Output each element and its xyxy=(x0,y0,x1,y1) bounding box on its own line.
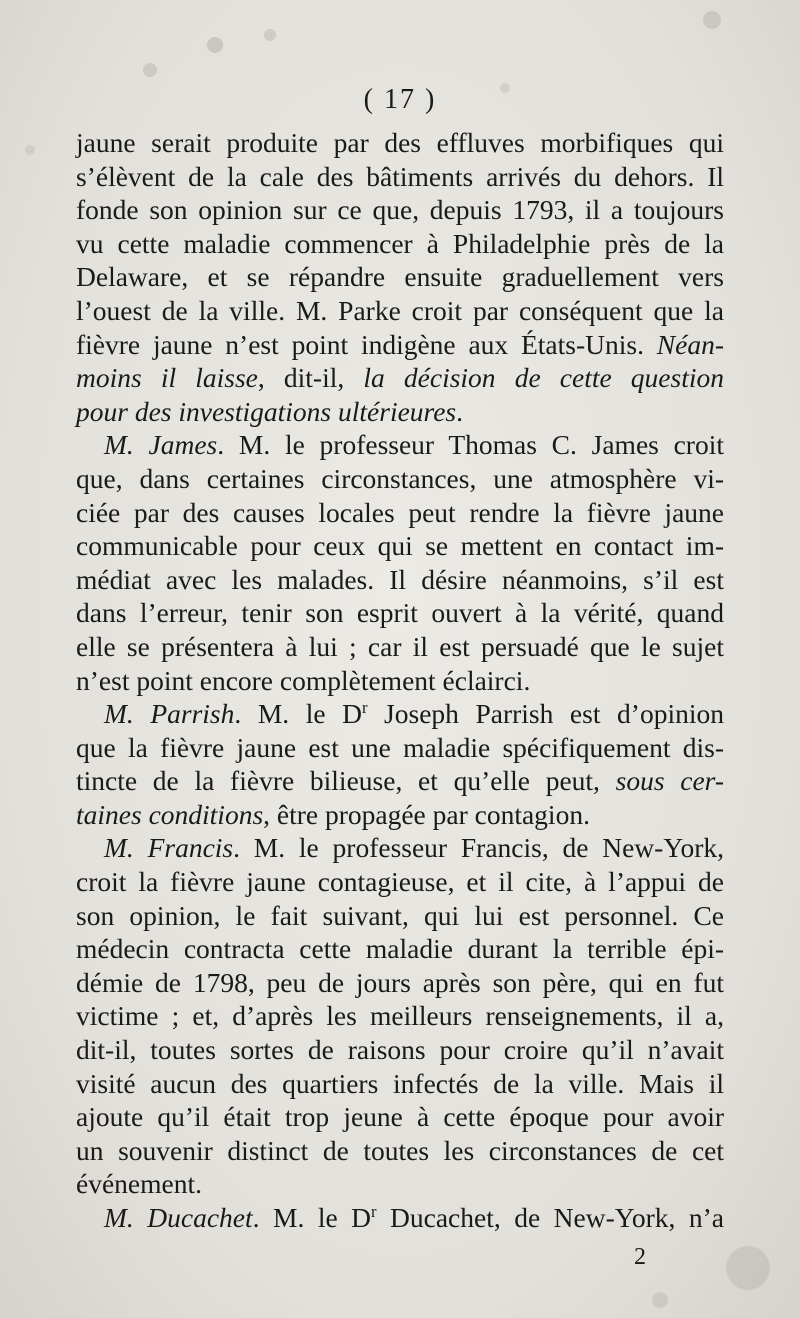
text-line xyxy=(76,1134,724,1168)
text-segment: jaune serait produite par des effluves morbifiques qui xyxy=(76,127,724,158)
text-segment: un souvenir distinct de toutes les circonstances de cet xyxy=(76,1134,724,1166)
text-line xyxy=(76,563,724,597)
italic-text: sous cer- xyxy=(615,765,724,797)
text-segment: médecin contracta cette maladie durant la terrible épi- xyxy=(76,933,724,965)
text-segment: dit-il, toutes sortes de raisons pour croire qu’il n’avait xyxy=(76,1034,724,1066)
text-line xyxy=(76,428,724,462)
text-segment: que la fièvre jaune est une maladie spécifiquement dis- xyxy=(76,731,724,763)
text-segment: . M. le professeur Francis, de New-York, xyxy=(233,832,724,864)
text-line xyxy=(76,731,724,765)
text-line xyxy=(76,529,724,563)
text-segment: victime ; et, d’après les meilleurs renseignements, il a, xyxy=(76,1000,724,1032)
text-line xyxy=(76,496,724,530)
text-segment: fonde son opinion sur ce que, depuis 1793, il a toujours xyxy=(76,194,724,226)
italic-text: taines conditions xyxy=(76,798,264,830)
text-line xyxy=(76,361,724,395)
body-text xyxy=(76,126,724,1235)
text-line xyxy=(76,596,724,630)
text-line xyxy=(76,831,724,865)
text-line xyxy=(76,1033,724,1067)
italic-text: la décision de cette question xyxy=(363,362,724,394)
text-segment: vu cette maladie commencer à Philadelphie près de la xyxy=(76,227,724,259)
text-segment: , être propagée par contagion. xyxy=(263,798,590,830)
text-segment: . xyxy=(456,395,464,427)
text-segment: ciée par des causes locales peut rendre la fièvre jaune xyxy=(76,496,724,528)
text-line xyxy=(76,932,724,966)
text-segment: croit la fièvre jaune contagieuse, et il cite, à l’appui de xyxy=(76,866,724,898)
text-segment: l’ouest de la ville. M. Parke croit par conséquent que la xyxy=(76,294,724,326)
superscript: r xyxy=(361,698,368,718)
text-segment: , dit-il, xyxy=(257,362,364,394)
text-line xyxy=(76,798,724,832)
text-segment: Ducachet, de New-York, n’a xyxy=(376,1202,724,1233)
text-segment: événement. xyxy=(76,1168,202,1200)
text-segment: elle se présentera à lui ; car il est persuadé que le sujet xyxy=(76,630,724,662)
text-line xyxy=(76,395,724,429)
italic-text: M. Francis xyxy=(104,832,234,864)
text-segment: . M. le D xyxy=(252,1202,372,1233)
text-segment: médiat avec les malades. Il désire néanmoins, s’il est xyxy=(76,563,724,595)
text-line xyxy=(76,193,724,227)
italic-text: M. Ducachet xyxy=(104,1202,253,1233)
text-segment: fièvre jaune n’est point indigène aux États-Unis. xyxy=(76,328,657,360)
text-line xyxy=(76,294,724,328)
text-segment: s’élèvent de la cale des bâtiments arrivés du dehors. Il xyxy=(76,160,724,192)
italic-text: M. Parrish xyxy=(104,698,235,730)
text-line xyxy=(76,462,724,496)
text-line xyxy=(76,126,724,160)
text-segment: Joseph Parrish est d’opinion xyxy=(367,698,724,730)
text-line xyxy=(76,865,724,899)
text-segment: communicable pour ceux qui se mettent en contact im- xyxy=(76,530,724,562)
text-segment: dans l’erreur, tenir son esprit ouvert à la vérité, quand xyxy=(76,597,724,629)
text-segment: ajoute qu’il était trop jeune à cette époque pour avoir xyxy=(76,1101,724,1133)
text-segment: . M. le D xyxy=(234,698,362,730)
text-line xyxy=(76,1167,724,1201)
text-line xyxy=(76,630,724,664)
italic-text: Néan- xyxy=(656,328,724,360)
text-segment: que, dans certaines circonstances, une atmosphère vi- xyxy=(76,462,724,494)
text-segment: Delaware, et se répandre ensuite graduellement vers xyxy=(76,261,724,293)
italic-text: M. James xyxy=(104,429,218,461)
text-line xyxy=(76,664,724,698)
text-segment: visité aucun des quartiers infectés de la ville. Mais il xyxy=(76,1067,724,1099)
text-line xyxy=(76,999,724,1033)
superscript: r xyxy=(371,1202,377,1222)
italic-text: pour des investigations ultérieures xyxy=(76,395,457,427)
text-line xyxy=(76,697,724,731)
text-line xyxy=(76,966,724,1000)
italic-text: moins il laisse xyxy=(76,362,258,394)
text-line xyxy=(76,1201,724,1235)
text-segment: . M. le professeur Thomas C. James croit xyxy=(217,429,724,461)
text-line xyxy=(76,1100,724,1134)
text-segment: n’est point encore complètement éclairci. xyxy=(76,664,531,696)
text-line xyxy=(76,160,724,194)
text-segment: son opinion, le fait suivant, qui lui est personnel. Ce xyxy=(76,899,724,931)
text-segment: démie de 1798, peu de jours après son père, qui en fut xyxy=(76,966,724,998)
text-line xyxy=(76,328,724,362)
text-line xyxy=(76,227,724,261)
text-segment: tincte de la fièvre bilieuse, et qu’elle peut, xyxy=(76,765,616,797)
text-line xyxy=(76,260,724,294)
text-line xyxy=(76,899,724,933)
text-line xyxy=(76,1067,724,1101)
page-number: ( 17 ) xyxy=(363,84,437,115)
text-line xyxy=(76,764,724,798)
signature-mark: 2 xyxy=(634,1244,646,1270)
